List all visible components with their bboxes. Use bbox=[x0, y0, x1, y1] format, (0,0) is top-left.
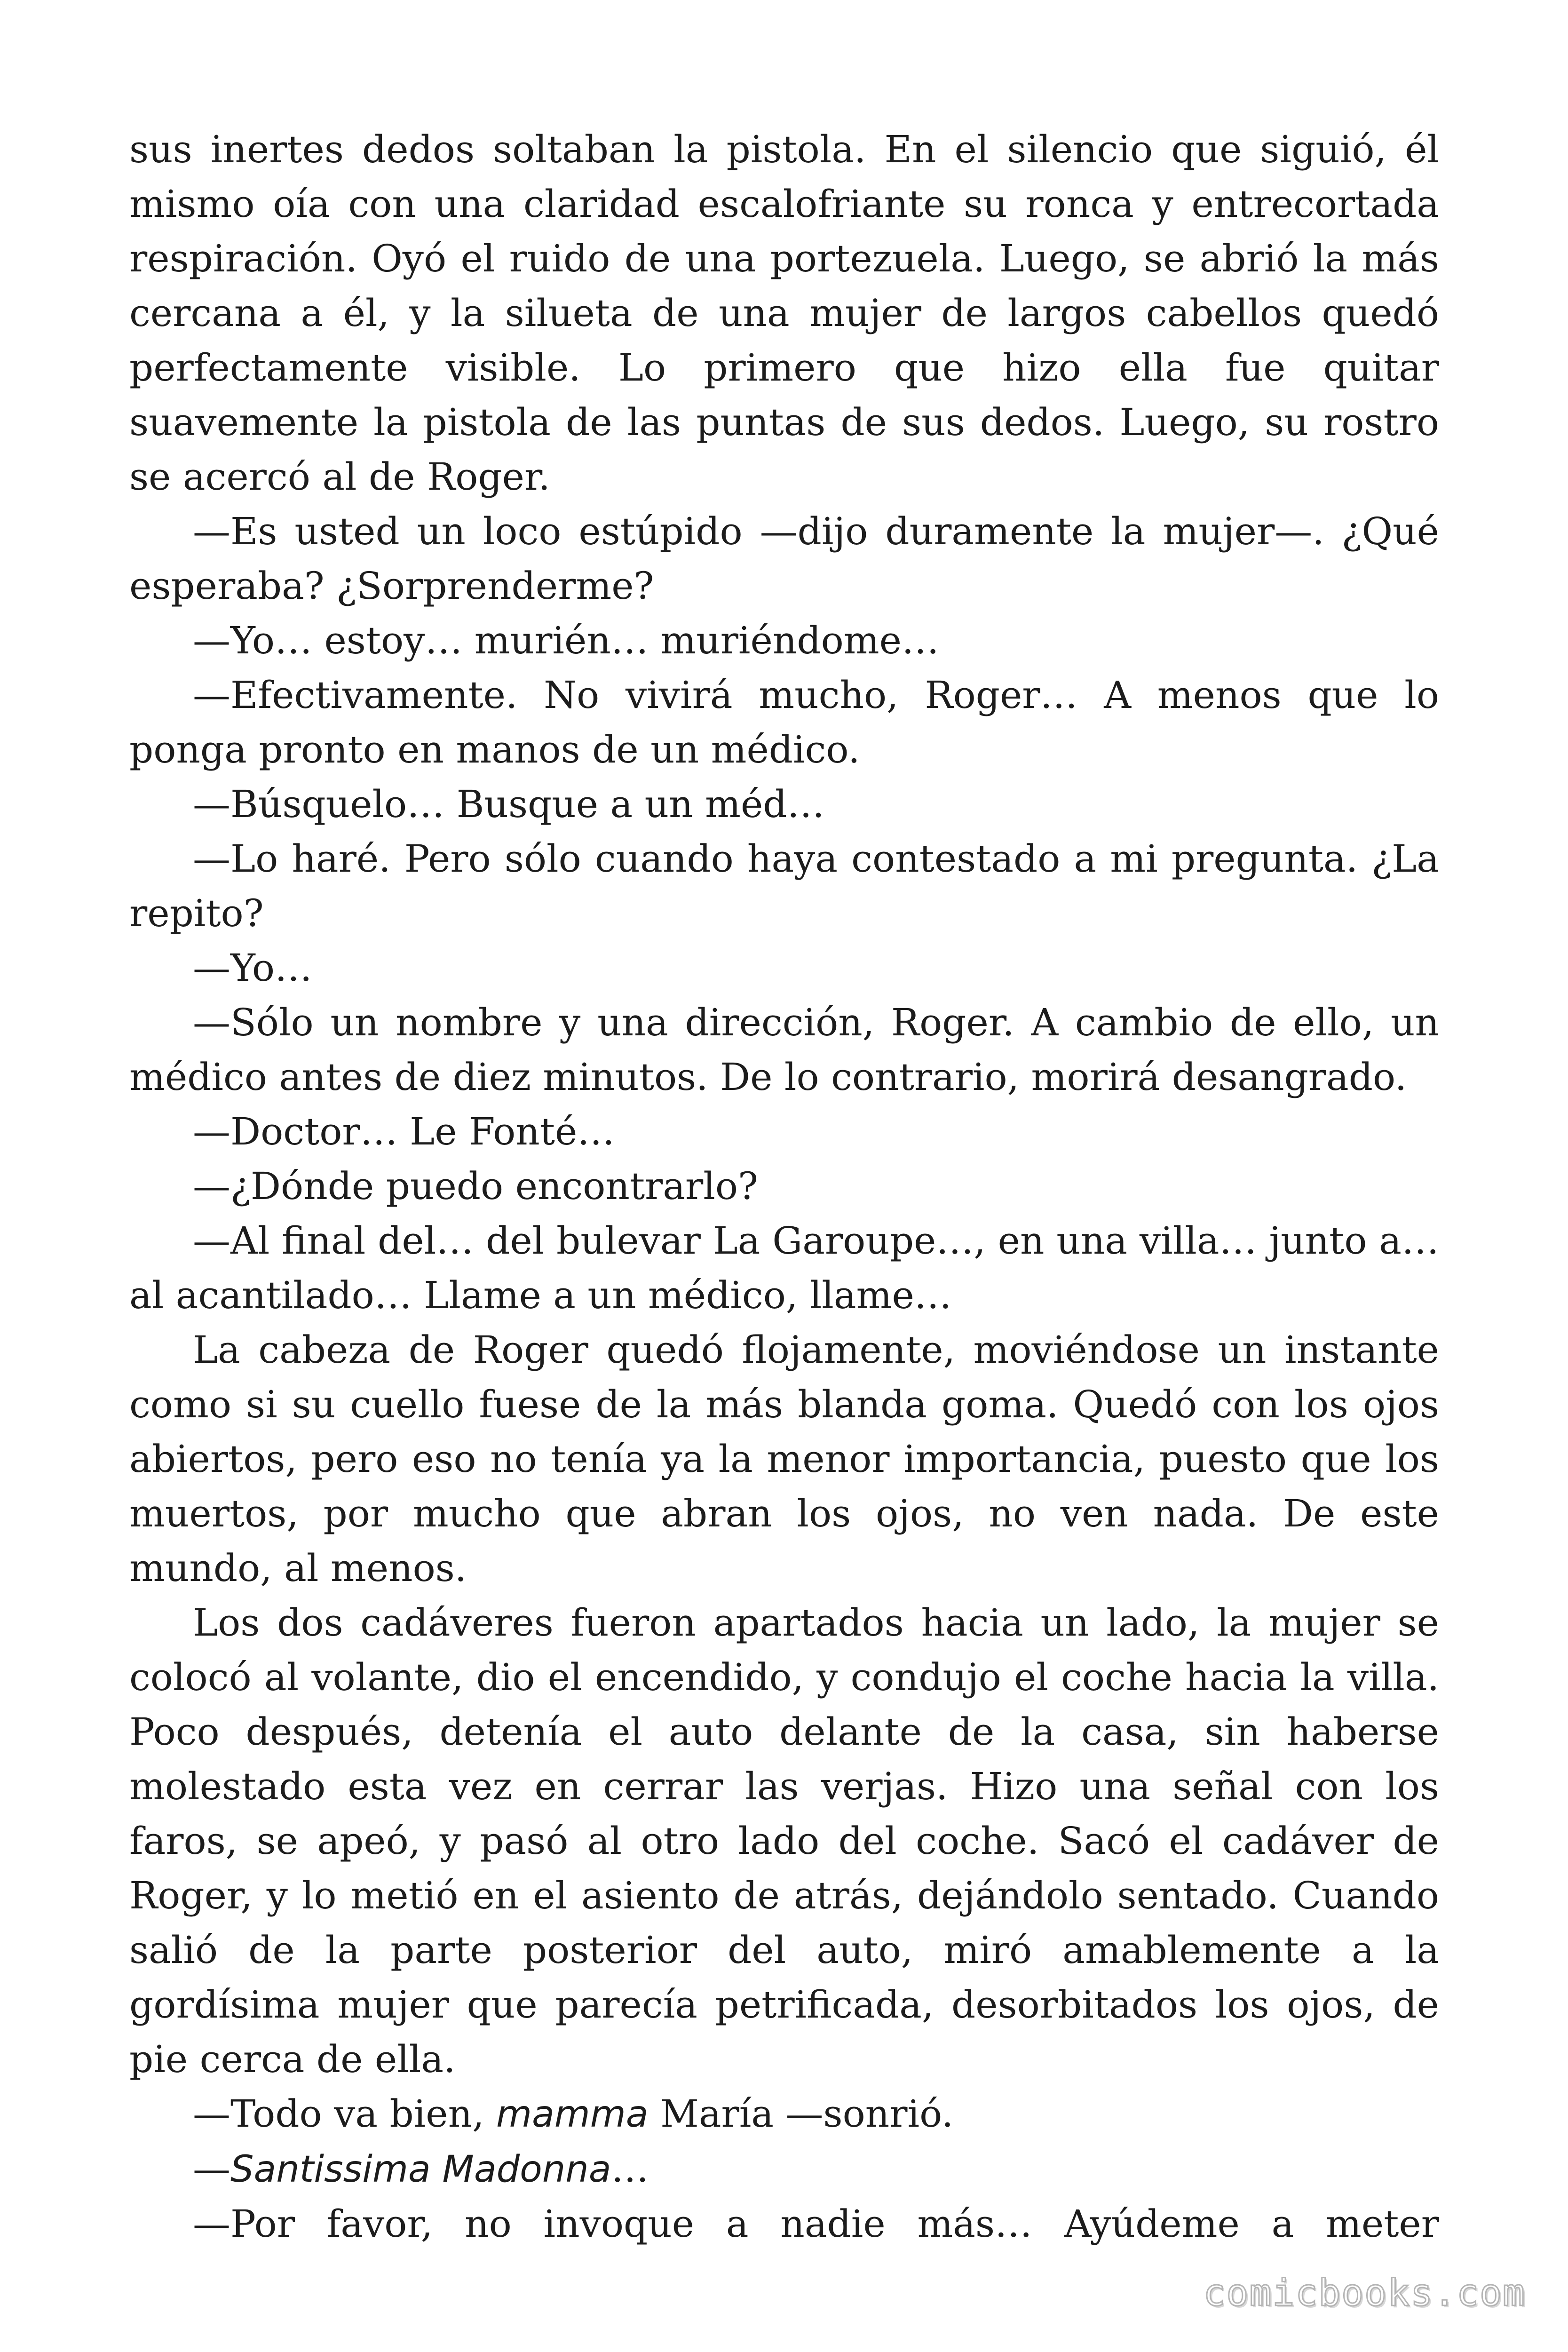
dialogue-text: … bbox=[611, 2147, 649, 2191]
paragraph: —Yo… bbox=[193, 946, 313, 990]
italic-text: Santissima Madonna bbox=[230, 2148, 611, 2191]
paragraph: —¿Dónde puedo encontrarlo? bbox=[193, 1164, 758, 1208]
paragraph bbox=[129, 2087, 1439, 2142]
paragraph: —Es usted un loco estúpido —dijo duramente la mujer—. ¿Qué esperaba? ¿Sorprenderme? bbox=[129, 509, 1439, 608]
paragraph: —Efectivamente. No vivirá mucho, Roger… A menos que lo ponga pronto en manos de un médico. bbox=[129, 673, 1439, 771]
paragraph: —Búsquelo… Busque a un méd… bbox=[193, 782, 825, 826]
paragraph: La cabeza de Roger quedó flojamente, moviéndose un instante como si su cuello fuese de la más blanda goma. Quedó con los ojos abiertos, pero eso no tenía ya la menor importancia, puesto que los muertos, por mucho que abran los ojos, no ven nada. De este mundo, al menos. bbox=[129, 1328, 1439, 1590]
dialogue-text: — bbox=[193, 2147, 230, 2191]
paragraph bbox=[129, 2142, 1439, 2197]
paragraph: —Lo haré. Pero sólo cuando haya contestado a mi pregunta. ¿La repito? bbox=[129, 837, 1439, 935]
paragraph: —Al final del… del bulevar La Garoupe…, en una villa… junto a… al acantilado… Llame a un médico, llame… bbox=[129, 1219, 1439, 1317]
paragraph: —Yo… estoy… murién… muriéndome… bbox=[193, 619, 939, 662]
dialogue-text: María —sonrió. bbox=[648, 2092, 954, 2136]
paragraph: sus inertes dedos soltaban la pistola. En el silencio que siguió, él mismo oía con una claridad escalofriante su ronca y entrecortada respiración. Oyó el ruido de una portezuela. Luego, se abrió la más cercana a él, y la silueta de una mujer de largos cabellos quedó perfectamente visible. Lo primero que hizo ella fue quitar suavemente la pistola de las puntas de sus dedos. Luego, su rostro se acercó al de Roger. bbox=[129, 127, 1439, 499]
italic-text: mamma bbox=[496, 2093, 649, 2136]
book-page-text bbox=[129, 122, 1439, 2251]
dialogue-text: —Todo va bien, bbox=[193, 2092, 496, 2136]
paragraph: Los dos cadáveres fueron apartados hacia un lado, la mujer se colocó al volante, dio el encendido, y condujo el coche hacia la villa. Poco después, detenía el auto delante de la casa, sin haberse molestado esta vez en cerrar las verjas. Hizo una señal con los faros, se apeó, y pasó al otro lado del coche. Sacó el cadáver de Roger, y lo metió en el asiento de atrás, dejándolo sentado. Cuando salió de la parte posterior del auto, miró amablemente a la gordísima mujer que parecía petrificada, desorbitados los ojos, de pie cerca de ella. bbox=[129, 1601, 1439, 2081]
watermark: comicbooks.com bbox=[1203, 2272, 1526, 2314]
paragraph: —Sólo un nombre y una dirección, Roger. A cambio de ello, un médico antes de diez minutos. De lo contrario, morirá desangrado. bbox=[129, 1001, 1439, 1099]
paragraph: —Por favor, no invoque a nadie más… Ayúdeme a meter bbox=[193, 2202, 1439, 2246]
paragraph: —Doctor… Le Fonté… bbox=[193, 1110, 615, 1153]
